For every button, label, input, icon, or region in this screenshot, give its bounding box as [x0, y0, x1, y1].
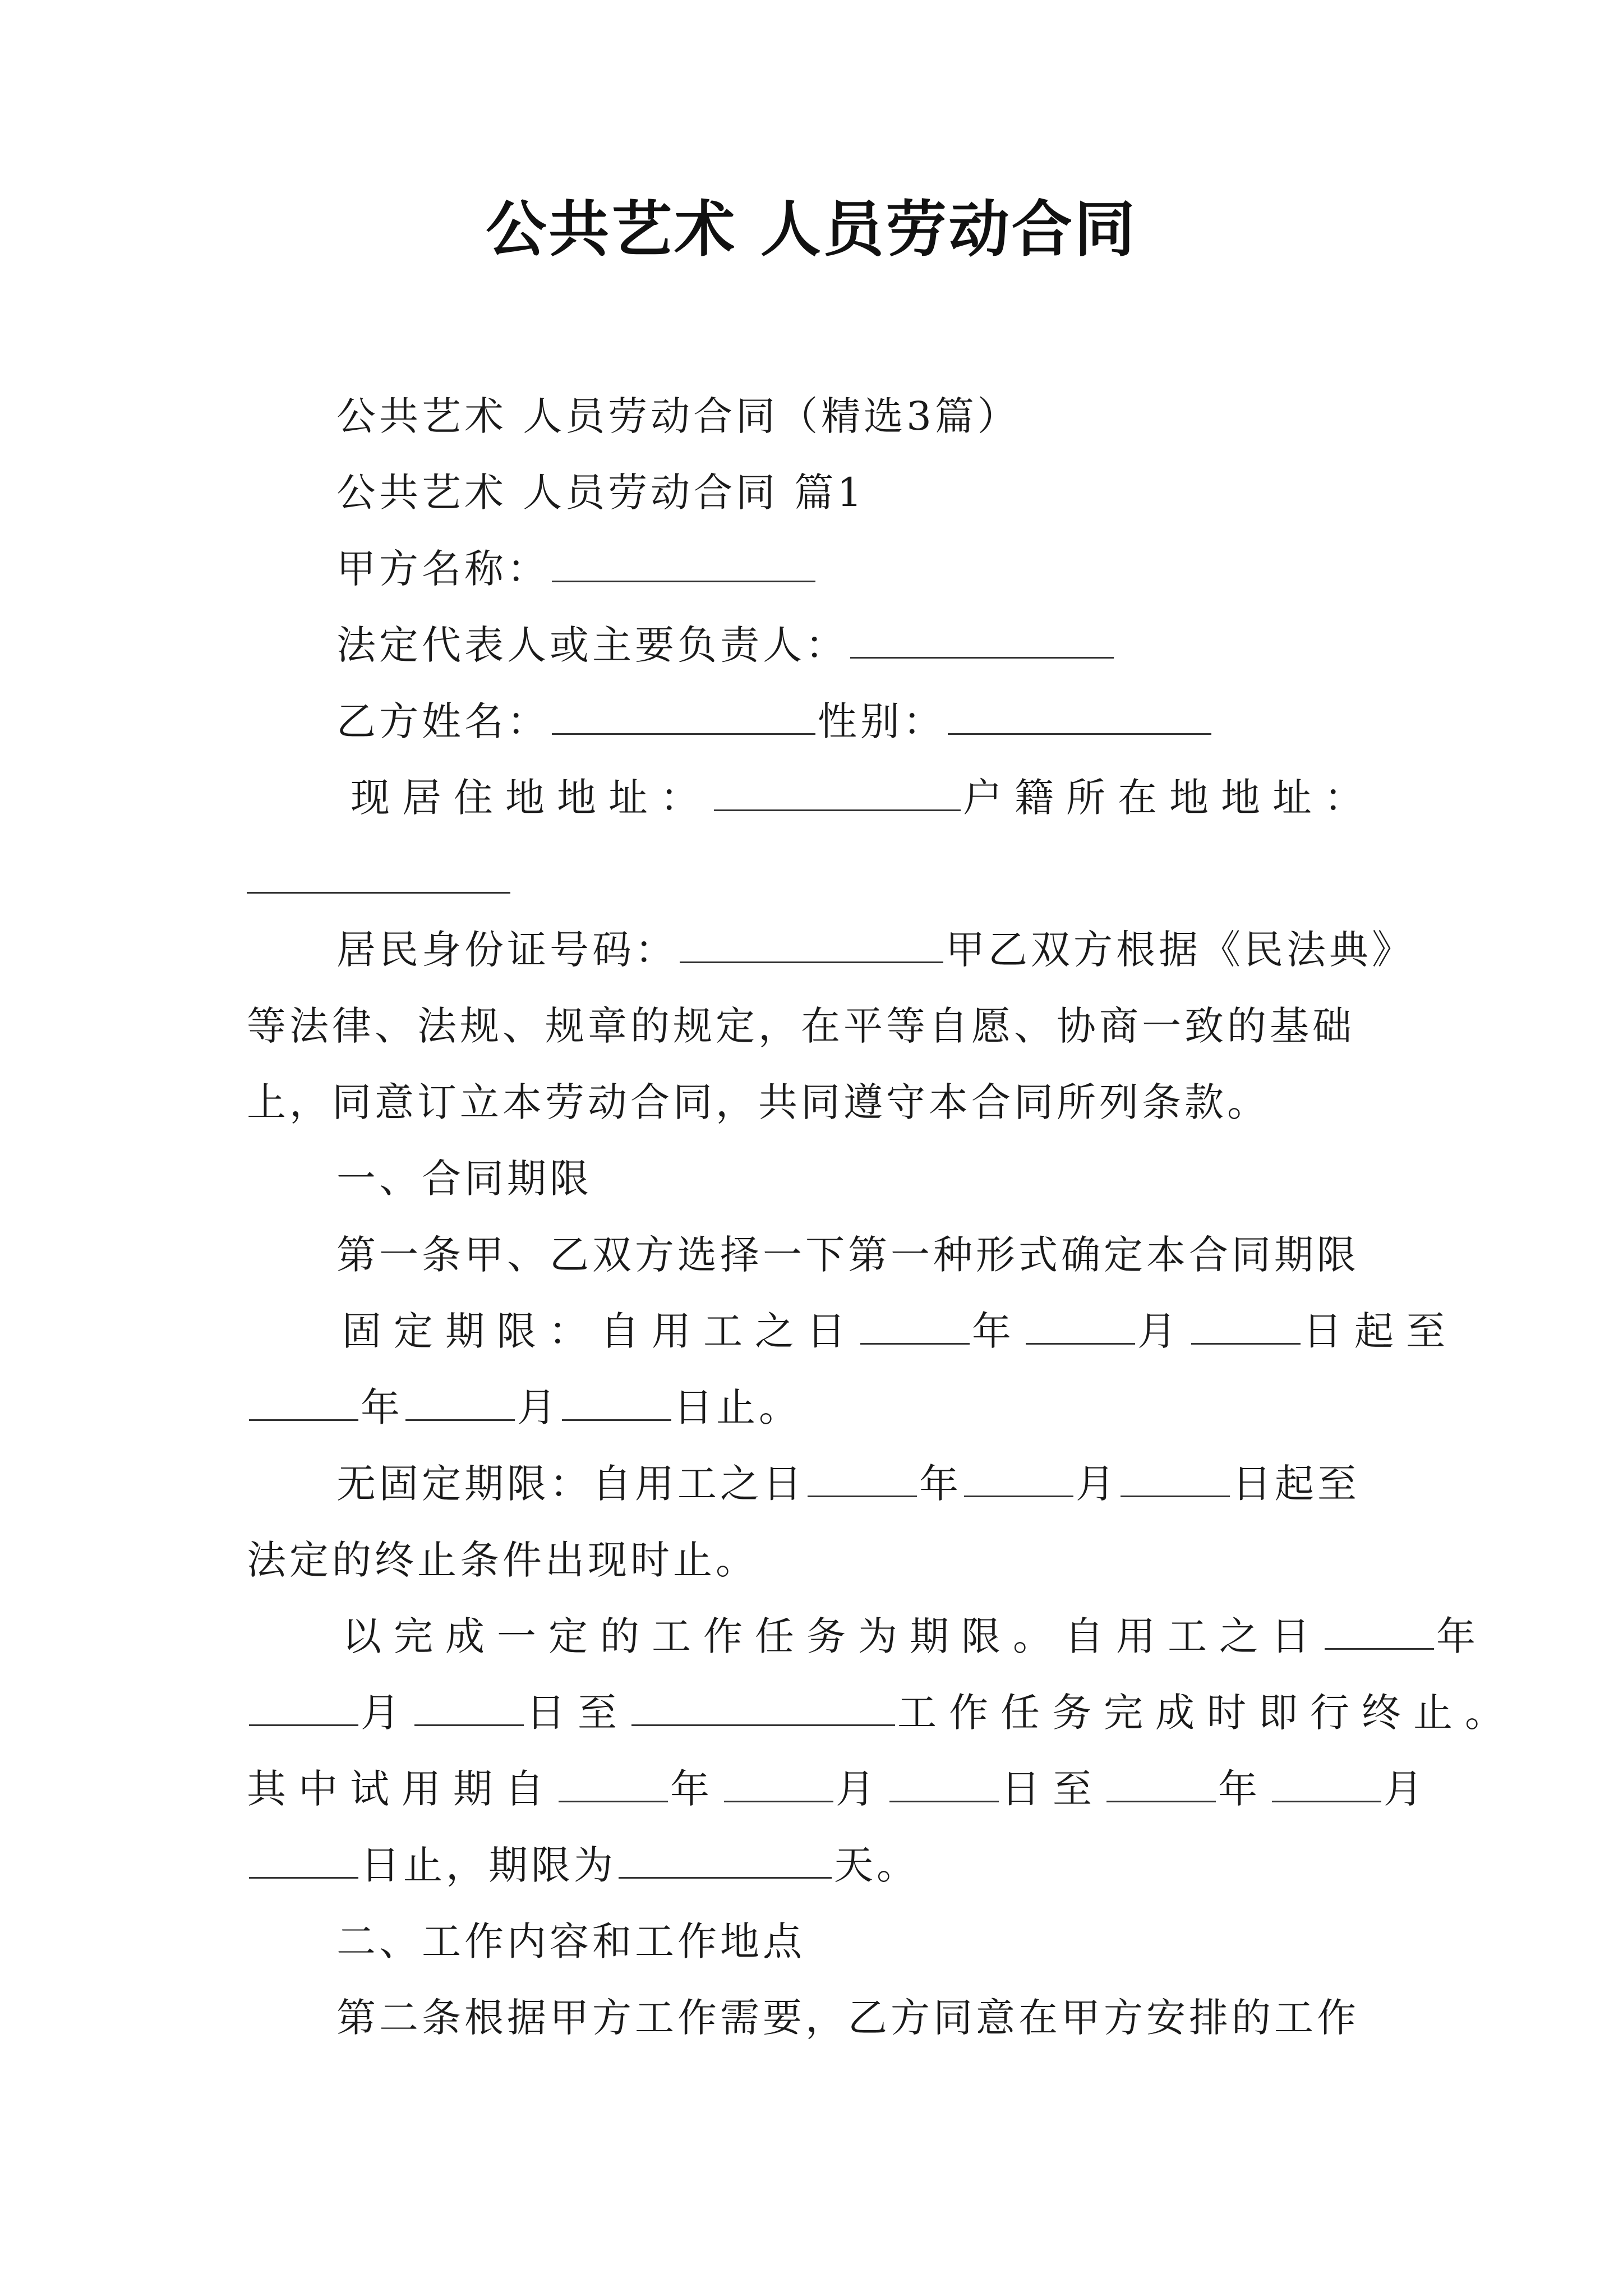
probation-start-day-blank [889, 1764, 999, 1802]
task-term-line [342, 1609, 1488, 1663]
article-1-text: 第一条甲、乙双方选择一下第一种形式确定本合同期限 [336, 1232, 1359, 1278]
legal-rep-label: 法定代表人或主要负责人： [336, 622, 848, 668]
fixed-start-year-blank [860, 1306, 970, 1345]
open-term-line [336, 1457, 1360, 1511]
fixed-end-month-blank [405, 1382, 515, 1421]
fixed-end-year-text: 年 [361, 1384, 403, 1430]
section-heading-contract-term: 一、合同期限 [336, 1156, 592, 1202]
household-address-blank [247, 892, 510, 894]
open-year-text: 年 [919, 1461, 962, 1507]
gender-label: 性别： [818, 698, 946, 744]
gender-blank [948, 696, 1211, 735]
fixed-term-line [342, 1304, 1458, 1358]
preamble-line-2: 等法律、法规、规章的规定，在平等自愿、协商一致的基础 [247, 1003, 1355, 1049]
probation-end-year-blank [1106, 1764, 1216, 1802]
open-day-text: 日起至 [1232, 1461, 1360, 1507]
legal-rep-blank [850, 620, 1114, 659]
probation-start-year-blank [559, 1764, 668, 1802]
open-month-blank [964, 1458, 1073, 1497]
id-number-label: 居民身份证号码： [336, 927, 677, 973]
fixed-term-end-line [247, 1381, 801, 1434]
probation-end-line [247, 1838, 919, 1892]
probation-until-text: 日至 [1001, 1766, 1104, 1812]
task-year-blank [1325, 1611, 1434, 1650]
household-address-label: 户籍所在地地址： [963, 775, 1376, 821]
open-term-end-text: 法定的终止条件出现时止。 [247, 1537, 758, 1583]
preamble-start: 甲乙双方根据《民法典》 [946, 927, 1414, 973]
current-address-blank [714, 772, 961, 811]
party-a-name-label: 甲方名称： [336, 546, 550, 592]
task-complete-text: 工作任务完成时即行终止。 [897, 1690, 1516, 1736]
current-address-label: 现居住地地址： [351, 775, 712, 821]
section-heading-work-content: 二、工作内容和工作地点 [336, 1918, 805, 1964]
party-b-line [336, 694, 1214, 748]
probation-start-month-text: 月 [836, 1766, 887, 1812]
fixed-end-year-blank [249, 1382, 358, 1421]
fixed-term-label: 固定期限：自用工之日 [342, 1308, 858, 1354]
task-month-blank [249, 1687, 358, 1726]
probation-duration-label: 日止，期限为 [361, 1842, 616, 1888]
fixed-day-text: 日起至 [1303, 1308, 1458, 1354]
fixed-month-text: 月 [1137, 1308, 1189, 1354]
task-day-blank [414, 1687, 524, 1726]
probation-start-month-blank [724, 1764, 833, 1802]
probation-end-month-text: 月 [1384, 1766, 1435, 1812]
task-month-text: 月 [361, 1690, 412, 1736]
probation-label: 其中试用期自 [247, 1766, 556, 1812]
open-month-text: 月 [1076, 1461, 1118, 1507]
preamble-line-3: 上，同意订立本劳动合同，共同遵守本合同所列条款。 [247, 1079, 1270, 1125]
article-heading: 公共艺术 人员劳动合同 篇1 [336, 470, 866, 516]
probation-days-text: 天。 [834, 1842, 919, 1888]
task-until-blank [631, 1687, 895, 1726]
fixed-start-month-blank [1026, 1306, 1135, 1345]
task-term-end-line [247, 1686, 1516, 1740]
probation-end-month-blank [1272, 1764, 1381, 1802]
article-2-text: 第二条根据甲方工作需要，乙方同意在甲方安排的工作 [336, 1995, 1359, 2041]
id-number-line [336, 923, 1414, 977]
party-b-name-label: 乙方姓名： [336, 698, 550, 744]
fixed-end-day-blank [562, 1382, 671, 1421]
open-term-label: 无固定期限：自用工之日 [336, 1461, 805, 1507]
id-number-blank [680, 924, 943, 963]
open-year-blank [808, 1458, 917, 1497]
party-a-name-blank [552, 544, 815, 582]
document-title: 公共艺术 人员劳动合同 [486, 195, 1137, 265]
probation-end-day-blank [249, 1840, 358, 1879]
party-a-name-line [336, 542, 818, 596]
probation-end-year-text: 年 [1218, 1766, 1270, 1812]
fixed-end-month-text: 月 [517, 1384, 560, 1430]
address-line [351, 771, 1376, 825]
subtitle-selection: 公共艺术 人员劳动合同（精选3篇） [336, 393, 1020, 439]
probation-line [247, 1762, 1435, 1816]
fixed-start-day-blank [1191, 1306, 1301, 1345]
open-day-blank [1121, 1458, 1230, 1497]
task-term-label: 以完成一定的工作任务为期限。自用工之日 [342, 1613, 1322, 1659]
legal-rep-line [336, 618, 1116, 672]
probation-days-blank [619, 1840, 832, 1879]
task-day-text: 日至 [526, 1690, 629, 1736]
task-year-text: 年 [1436, 1613, 1488, 1659]
party-b-name-blank [552, 696, 815, 735]
probation-start-year-text: 年 [670, 1766, 722, 1812]
fixed-end-day-text: 日止。 [674, 1384, 801, 1430]
fixed-year-text: 年 [972, 1308, 1023, 1354]
